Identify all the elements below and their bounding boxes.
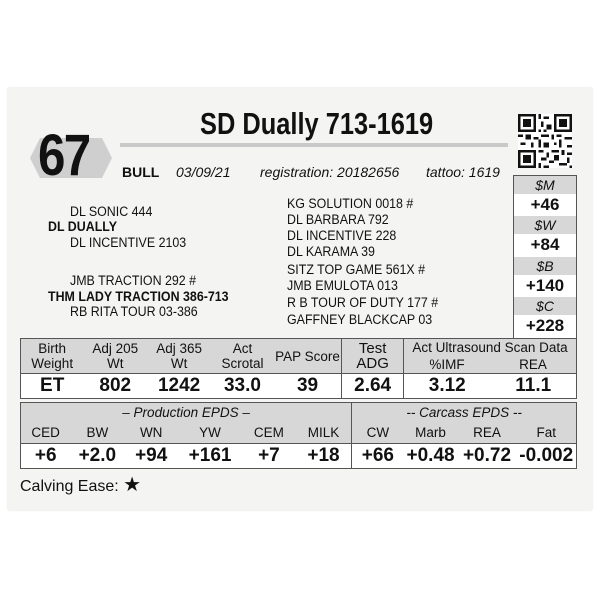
index-label-m: $M — [514, 176, 576, 194]
index-value-c: +228 — [525, 316, 565, 335]
value-imf: 3.12 — [404, 374, 491, 399]
lot-number: 67 — [38, 123, 90, 188]
header-birth-weight: Birth Weight — [21, 339, 84, 374]
dollar-index-box — [513, 175, 577, 339]
value-ced: +6 — [21, 444, 71, 469]
header-fat: Fat — [516, 421, 576, 444]
value-rea: 11.1 — [490, 374, 576, 399]
header-yw: YW — [178, 421, 242, 444]
pedigree-extended-item: DL BARBARA 792 — [287, 212, 389, 227]
header-ced: CED — [21, 421, 71, 444]
index-label-b: $B — [514, 257, 576, 275]
pedigree-sire-dam: DL INCENTIVE 2103 — [70, 235, 187, 250]
pedigree-extended-item: DL KARAMA 39 — [287, 244, 375, 259]
header-cw: CW — [352, 421, 404, 444]
calving-ease — [20, 472, 141, 497]
value-milk: +18 — [296, 444, 352, 469]
animal-name: SD Dually 713-1619 — [200, 106, 434, 141]
birth-date: 03/09/21 — [176, 164, 231, 180]
ultrasound-header-cell — [404, 339, 577, 374]
header-test-adg: Test ADG — [342, 339, 404, 374]
value-adj-365-wt: 1242 — [147, 374, 211, 399]
pedigree-extended-item: KG SOLUTION 0018 # — [287, 196, 414, 211]
performance-table — [20, 338, 577, 399]
pedigree-extended-item: DL INCENTIVE 228 — [287, 228, 397, 243]
title-divider — [120, 143, 508, 147]
header-bw: BW — [70, 421, 124, 444]
header-adj-205-wt: Adj 205 Wt — [83, 339, 147, 374]
header-cem: CEM — [242, 421, 296, 444]
value-marb: +0.48 — [404, 444, 458, 469]
header-marb: Marb — [404, 421, 458, 444]
animal-sex: BULL — [122, 164, 160, 180]
value-carcass-rea: +0.72 — [458, 444, 517, 469]
calving-ease-label: Calving Ease: — [20, 478, 119, 495]
pedigree-extended-item: SITZ TOP GAME 561X # — [287, 262, 426, 277]
ultrasound-subheaders — [404, 356, 576, 373]
value-adj-205-wt: 802 — [83, 374, 147, 399]
epd-table — [20, 402, 577, 469]
star-icon: ★ — [123, 474, 142, 496]
value-pap-score: 39 — [274, 374, 342, 399]
pedigree-extended-item: GAFFNEY BLACKCAP 03 — [287, 312, 433, 327]
pedigree-extended-item: JMB EMULOTA 013 — [287, 278, 398, 293]
ultrasound-title: Act Ultrasound Scan Data — [412, 340, 568, 355]
value-birth-weight: ET — [21, 374, 84, 399]
header-act-scrotal: Act Scrotal — [211, 339, 274, 374]
value-wn: +94 — [124, 444, 178, 469]
index-value-w: +84 — [530, 235, 560, 254]
header-carcass-rea: REA — [458, 421, 517, 444]
carcass-epds-title: -- Carcass EPDS -- — [352, 403, 577, 422]
value-act-scrotal: 33.0 — [211, 374, 274, 399]
value-yw: +161 — [178, 444, 242, 469]
header-pap-score: PAP Score — [274, 339, 342, 374]
header-imf: %IMF — [429, 357, 465, 372]
pedigree-extended-item: R B TOUR OF DUTY 177 # — [287, 295, 439, 310]
index-label-w: $W — [514, 216, 576, 234]
production-epds-title: – Production EPDS – — [21, 403, 352, 422]
index-value-m: +46 — [530, 195, 560, 214]
header-milk: MILK — [296, 421, 352, 444]
qr-code-icon — [518, 114, 572, 168]
index-label-c: $C — [514, 297, 576, 315]
pedigree-sire-sire: DL SONIC 444 — [70, 204, 153, 219]
index-value-b: +140 — [525, 276, 565, 295]
pedigree-dam: THM LADY TRACTION 386-713 — [48, 289, 229, 304]
value-test-adg: 2.64 — [342, 374, 404, 399]
header-wn: WN — [124, 421, 178, 444]
value-cem: +7 — [242, 444, 296, 469]
pedigree-dam-dam: RB RITA TOUR 03-386 — [70, 304, 198, 319]
pedigree-sire: DL DUALLY — [48, 219, 118, 234]
registration-number: registration: 20182656 — [260, 164, 400, 180]
value-fat: -0.002 — [516, 444, 576, 469]
header-adj-365-wt: Adj 365 Wt — [147, 339, 211, 374]
pedigree-dam-sire: JMB TRACTION 292 # — [70, 273, 197, 288]
header-rea: REA — [519, 357, 547, 372]
value-cw: +66 — [352, 444, 404, 469]
value-bw: +2.0 — [70, 444, 124, 469]
tattoo: tattoo: 1619 — [426, 164, 500, 180]
